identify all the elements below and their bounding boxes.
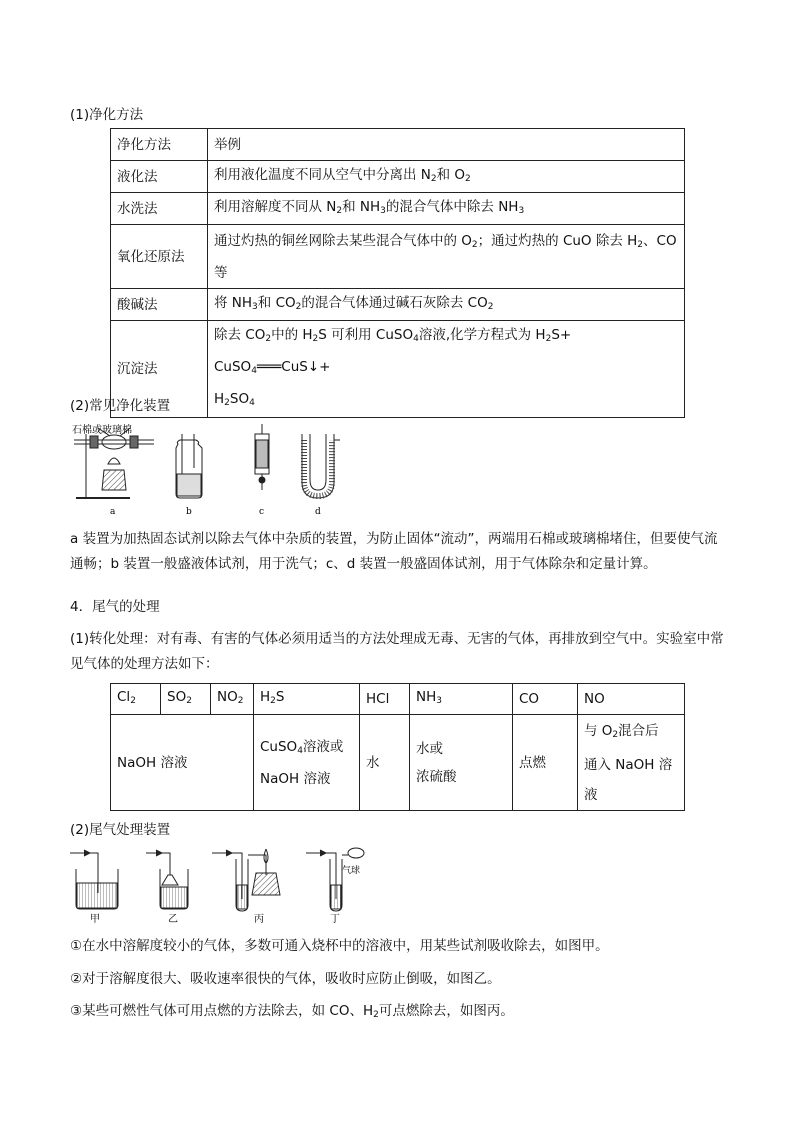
device-d (302, 434, 340, 498)
table-row (111, 321, 685, 418)
h2s-cell: CuSO$_4$溶液或 NaOH 溶液 (254, 715, 360, 811)
gas-no: NO (578, 684, 685, 715)
note-1: ①在水中溶解度较小的气体，多数可通入烧杯中的溶液中，用某些试剂吸收除去，如图甲。 (70, 938, 609, 954)
table-row (111, 225, 685, 289)
gas-cl2: $Cl_2$ (111, 684, 161, 715)
method-row (111, 715, 685, 811)
device-yi (146, 850, 188, 909)
method-example: 除去 $CO_2$中的 $H_2S$ 可利用 CuSO$_4$溶液,化学方程式为 $H_2S+$ CuSO$_4$═══CuS↓+ $H_2SO_4$ (208, 321, 685, 418)
balloon-label: 气球 (342, 866, 361, 876)
tail-gas-table (110, 683, 685, 811)
section-4-heading: 4．尾气的处理 (70, 599, 160, 615)
device-c-label: c (259, 507, 265, 517)
method-name: 水洗法 (111, 193, 208, 225)
device-a-label: a (110, 507, 116, 517)
nh3-cell: 水或 浓硫酸 (410, 715, 513, 811)
section-tail-devices-heading: (2)尾气处理装置 (70, 822, 171, 838)
gas-nh3: $NH_3$ (410, 684, 513, 715)
device-jia (70, 850, 118, 909)
hcl-cell: 水 (360, 715, 410, 811)
device-b (176, 434, 202, 498)
table-row (111, 289, 685, 321)
device-b-label: b (186, 507, 192, 517)
gas-so2: $SO_2$ (161, 684, 211, 715)
note-2: ②对于溶解度很大、吸收速率很快的气体，吸收时应防止倒吸，如图乙。 (70, 971, 501, 987)
gas-hcl: HCl (360, 684, 410, 715)
device-label-top: 石棉或玻璃棉 (72, 425, 132, 436)
fig-label-ding: 丁 (330, 914, 340, 925)
device-a (74, 428, 154, 498)
method-example: 利用溶解度不同从 $N_2$和 $NH_3$的混合气体中除去 $NH_3$ (208, 193, 685, 225)
gas-co: CO (513, 684, 578, 715)
purification-devices-figure (70, 420, 360, 520)
method-name: 液化法 (111, 161, 208, 193)
no-cell: 与 $O_2$混合后 通入 NaOH 溶 液 (578, 715, 685, 811)
method-example: 利用液化温度不同从空气中分离出 $N_2$和 $O_2$ (208, 161, 685, 193)
tail-gas-devices-figure (70, 845, 370, 925)
method-name: 氧化还原法 (111, 225, 208, 289)
gas-h2s: $H_2S$ (254, 684, 360, 715)
convert-description: (1)转化处理：对有毒、有害的气体必须用适当的方法处理成无毒、无害的气体，再排放到空气中。实验室中常见气体的处理方法如下： (70, 631, 724, 672)
section-purify-heading: (1)净化方法 (70, 107, 144, 123)
device-d-label: d (315, 507, 321, 517)
device-ding (306, 848, 364, 911)
gas-no2: $NO_2$ (211, 684, 254, 715)
note-3: ③某些可燃性气体可用点燃的方法除去，如 CO、$H_2$可点燃除去，如图丙。 (70, 1003, 514, 1020)
co-cell: 点燃 (513, 715, 578, 811)
gas-row (111, 684, 685, 715)
header-example: 举例 (208, 129, 685, 161)
method-name: 沉淀法 (111, 321, 208, 418)
devices-description: a 装置为加热固态试剂以除去气体中杂质的装置，为防止固体“流动”，两端用石棉或玻璃棉堵住，但要使气流通畅；b 装置一般盛液体试剂，用于洗气；c、d 装置一般盛固体试剂，用于气体除杂和定量计算。 (70, 531, 718, 572)
device-c (255, 424, 269, 490)
section-devices-heading: (2)常见净化装置 (70, 398, 171, 414)
device-bing (212, 849, 280, 911)
method-name: 酸碱法 (111, 289, 208, 321)
header-method: 净化方法 (111, 129, 208, 161)
fig-label-bing: 丙 (254, 914, 264, 925)
method-example: 将 $NH_3$和 $CO_2$的混合气体通过碱石灰除去 $CO_2$ (208, 289, 685, 321)
table-row (111, 161, 685, 193)
purify-methods-table (110, 128, 685, 418)
fig-label-jia: 甲 (90, 914, 100, 925)
table-row (111, 193, 685, 225)
fig-label-yi: 乙 (168, 914, 178, 925)
table-header-row (111, 129, 685, 161)
naoh-cell: NaOH 溶液 (111, 715, 254, 811)
method-example: 通过灼热的铜丝网除去某些混合气体中的 $O_2$；通过灼热的 CuO 除去 $H_2$、CO 等 (208, 225, 685, 289)
